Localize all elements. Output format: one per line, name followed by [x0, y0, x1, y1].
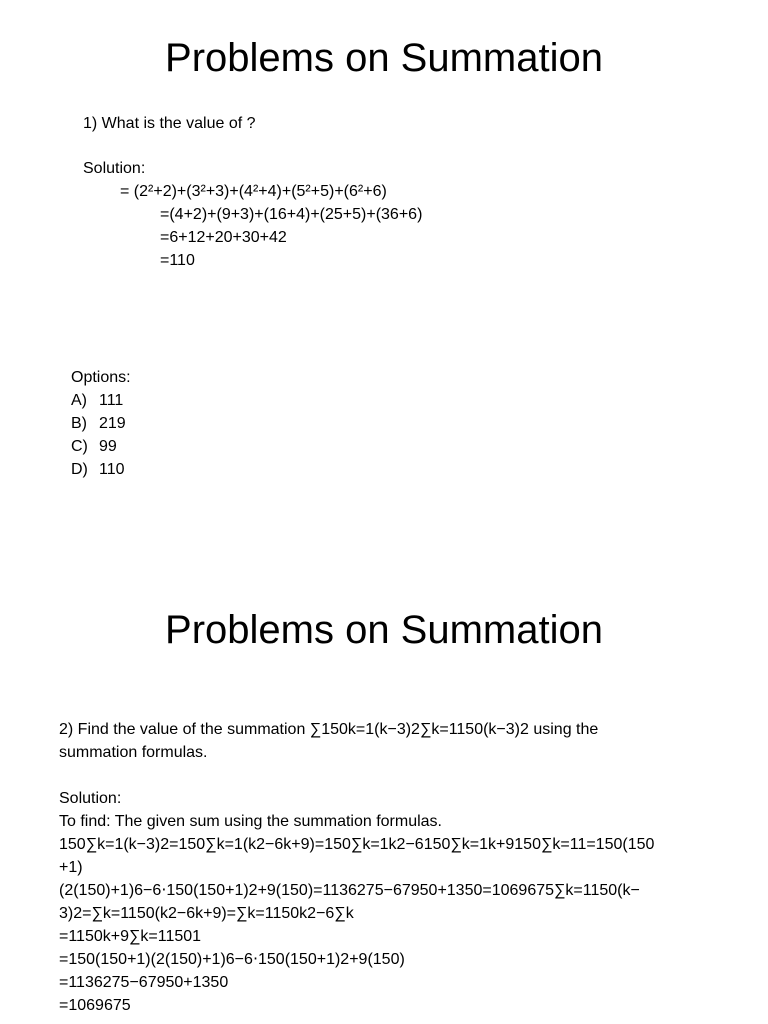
- question-1: 1) What is the value of ?: [83, 115, 256, 132]
- question-2-line: summation formulas.: [59, 744, 208, 761]
- solution-line: (2(150)+1)6−6⋅150(150+1)2+9(150)=1136275−67950+1350=1069675∑k=1150(k−: [59, 882, 640, 899]
- option-a: [71, 391, 123, 411]
- option-letter: C): [71, 438, 88, 455]
- option-letter: D): [71, 461, 88, 478]
- solution-line: +1): [59, 859, 83, 876]
- solution-line: To find: The given sum using the summation formulas.: [59, 813, 442, 830]
- option-value: 219: [99, 415, 126, 432]
- option-b: [71, 414, 126, 434]
- solution-line: =1136275−67950+1350: [59, 974, 229, 991]
- option-value: 111: [99, 392, 124, 409]
- solution-step: =110: [160, 252, 195, 269]
- option-value: 110: [99, 461, 125, 478]
- option-value: 99: [99, 438, 117, 455]
- solution-label-1: Solution:: [83, 160, 146, 177]
- solution-label-2: Solution:: [59, 790, 122, 807]
- solution-line: 3)2=∑k=1150(k2−6k+9)=∑k=1150k2−6∑k: [59, 905, 354, 922]
- solution-line: =150(150+1)(2(150)+1)6−6⋅150(150+1)2+9(150): [59, 951, 405, 968]
- solution-line: =1150k+9∑k=11501: [59, 928, 202, 945]
- solution-line: =1069675: [59, 997, 131, 1014]
- option-letter: B): [71, 415, 87, 432]
- slide-2-title: Problems on Summation: [165, 608, 603, 652]
- option-c: [71, 437, 117, 457]
- options-label: Options:: [71, 369, 131, 386]
- slide-1-title: Problems on Summation: [165, 36, 603, 80]
- option-letter: A): [71, 392, 87, 409]
- option-d: [71, 460, 125, 480]
- solution-step: =6+12+20+30+42: [160, 229, 287, 246]
- slide-2: [0, 512, 768, 1024]
- solution-step: =(4+2)+(9+3)+(16+4)+(25+5)+(36+6): [160, 206, 423, 223]
- solution-line: 150∑k=1(k−3)2=150∑k=1(k2−6k+9)=150∑k=1k2−6150∑k=1k+9150∑k=11=150(150: [59, 836, 655, 853]
- question-2-line: 2) Find the value of the summation ∑150k=1(k−3)2∑k=1150(k−3)2 using the: [59, 721, 599, 738]
- solution-step: = (2²+2)+(3²+3)+(4²+4)+(5²+5)+(6²+6): [120, 183, 387, 200]
